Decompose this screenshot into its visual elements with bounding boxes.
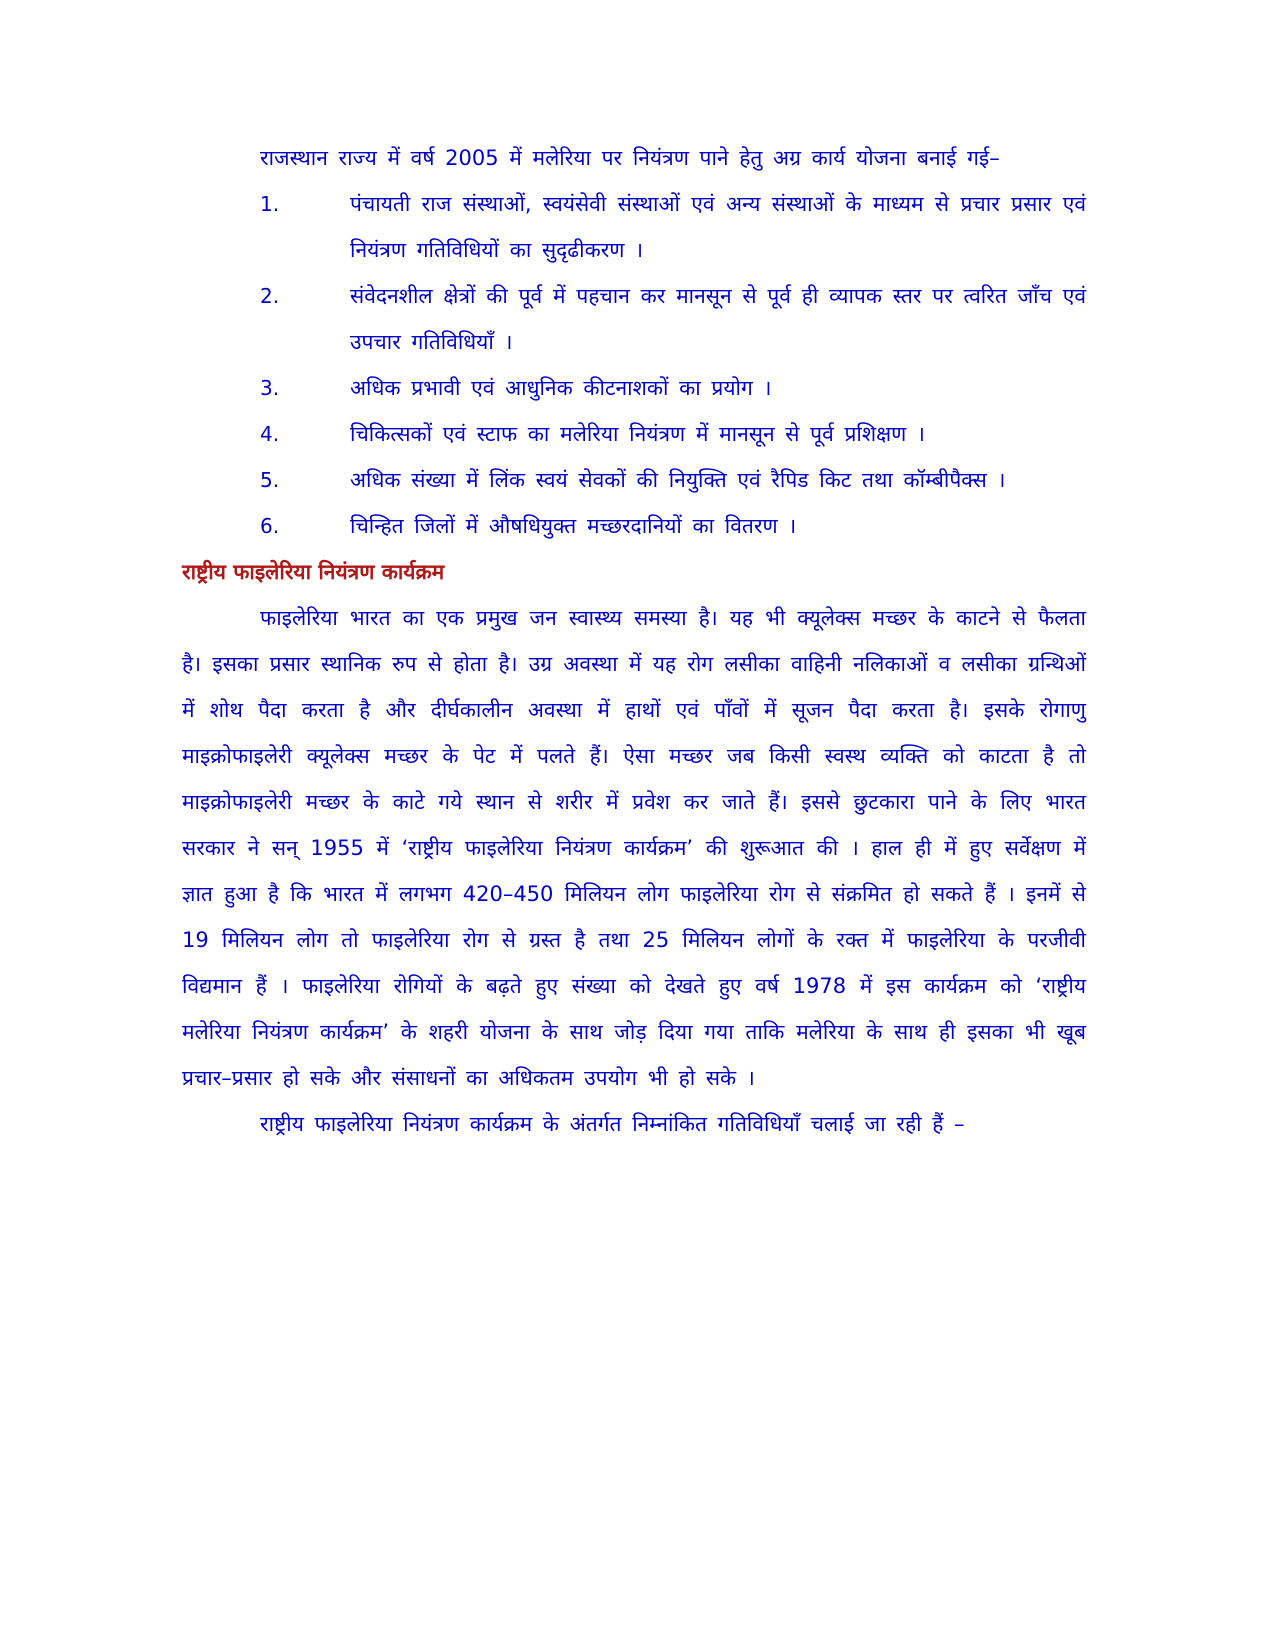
section-heading: राष्ट्रीय फाइलेरिया नियंत्रण कार्यक्रम xyxy=(182,560,445,584)
list-item-text: पंचायती राज संस्थाओं, स्वयंसेवी संस्थाओं एवं अन्य संस्थाओं के माध्यम से प्रचार प्रसार एवं नियंत्रण गतिविधियों का सुदृढीकरण । xyxy=(350,192,1086,262)
list-item-text: अधिक संख्या में लिंक स्वयं सेवकों की नियुक्ति एवं रैपिड किट तथा कॉम्बीपैक्स । xyxy=(350,468,1006,492)
list-item-number: 5. xyxy=(260,468,280,492)
list-item-text: अधिक प्रभावी एवं आधुनिक कीटनाशकों का प्रयोग । xyxy=(350,376,772,400)
list-item xyxy=(182,273,1086,365)
list-item-number: 3. xyxy=(260,376,280,400)
list-item-text: चिकित्सकों एवं स्टाफ का मलेरिया नियंत्रण में मानसून से पूर्व प्रशिक्षण । xyxy=(350,422,925,446)
list-item xyxy=(182,503,1086,549)
list-item xyxy=(182,457,1086,503)
intro-paragraph: राजस्थान राज्य में वर्ष 2005 में मलेरिया पर नियंत्रण पाने हेतु अग्र कार्य योजना बनाई गई– xyxy=(260,146,1000,170)
list-item-number: 2. xyxy=(260,284,280,308)
filaria-paragraph: फाइलेरिया भारत का एक प्रमुख जन स्वास्थ्य समस्या है। यह भी क्यूलेक्स मच्छर के काटने से फैलता है। इसका प्रसार स्थानिक रुप से होता है। उग्र अवस्था में यह रोग लसीका वाहिनी नलिकाओं व लसीका ग्रन्थिओं में शोथ पैदा करता है और दीर्घकालीन अवस्था में हाथों एवं पाँवों में सूजन पैदा करता है। इसके रोगाणु माइक्रोफाइलेरी क्यूलेक्स मच्छर के पेट में पलते हैं। ऐसा मच्छर जब किसी स्वस्थ व्यक्ति को काटता है तो माइक्रोफाइलेरी मच्छर के काटे गये स्थान से शरीर में प्रवेश कर जाते हैं। इससे छुटकारा पाने के लिए भारत सरकार ने सन् 1955 में ‘राष्ट्रीय फाइलेरिया नियंत्रण कार्यक्रम’ की शुरूआत की । हाल ही में हुए सर्वेक्षण में ज्ञात हुआ है कि भारत में लगभग 420–450 मिलियन लोग फाइलेरिया रोग से संक्रमित हो सकते हैं । इनमें से 19 मिलियन लोग तो फाइलेरिया रोग से ग्रस्त है तथा 25 मिलियन लोगों के रक्त में फाइलेरिया के परजीवी विद्यमान हैं । फाइलेरिया रोगियों के बढ़ते हुए संख्या को देखते हुए वर्ष 1978 में इस कार्यक्रम को ‘राष्ट्रीय मलेरिया नियंत्रण कार्यक्रम’ के शहरी योजना के साथ जोड़ दिया गया ताकि मलेरिया के साथ ही इसका भी खूब प्रचार–प्रसार हो सके और संसाधनों का अधिकतम उपयोग भी हो सके । xyxy=(182,606,1086,1090)
list-item-number: 1. xyxy=(260,192,280,216)
closing-paragraph: राष्ट्रीय फाइलेरिया नियंत्रण कार्यक्रम के अंतर्गत निम्नांकित गतिविधियाँ चलाई जा रही हैं – xyxy=(260,1112,965,1136)
action-plan-list xyxy=(182,181,1086,549)
list-item-number: 6. xyxy=(260,514,280,538)
list-item-number: 4. xyxy=(260,422,280,446)
list-item xyxy=(182,181,1086,273)
list-item-text: संवेदनशील क्षेत्रों की पूर्व में पहचान कर मानसून से पूर्व ही व्यापक स्तर पर त्वरित जाँच एवं उपचार गतिविधियाँ । xyxy=(350,284,1086,354)
list-item-text: चिन्हित जिलों में औषधियुक्त मच्छरदानियों का वितरण । xyxy=(350,514,797,538)
document-page xyxy=(182,135,1086,1147)
list-item xyxy=(182,365,1086,411)
list-item xyxy=(182,411,1086,457)
